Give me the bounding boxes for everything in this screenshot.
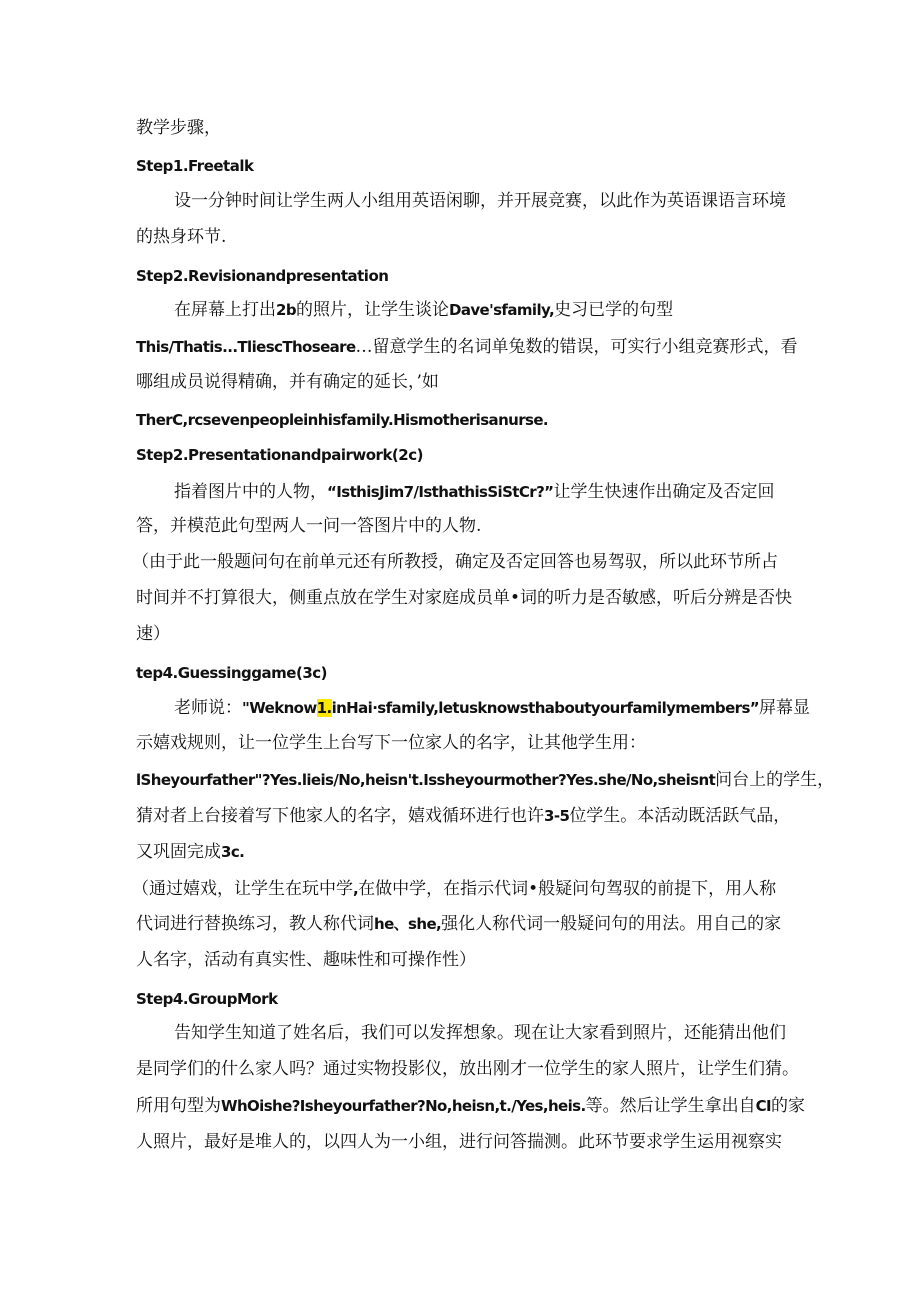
step4-paragraph-line xyxy=(136,840,244,864)
text-run: 问台上的学生， xyxy=(715,770,835,790)
step2b-paragraph-line: 答，并模范此句型两人一问一答图片中的人物. xyxy=(136,516,482,536)
text-run: 强化人称代词一般疑问句的用法。用自己的家 xyxy=(441,914,782,934)
step1-paragraph-line: 的热身环节. xyxy=(136,227,227,247)
text-run: 等。然后让学生拿出自 xyxy=(585,1096,756,1116)
english-run: “IsthisJim7/IsthathisSiStCr?” xyxy=(327,483,554,501)
english-run: This/Thatis...TliescThoseare xyxy=(136,338,356,356)
step2-heading: Step2.Revisionandpresentation xyxy=(136,267,389,285)
text-run: 又巩固完成 xyxy=(136,842,221,862)
step4-note-line xyxy=(132,877,776,901)
step1-paragraph-line: 设一分钟时间让学生两人小组用英语闲聊，并开展竞赛，以此作为英语课语言环境 xyxy=(174,191,786,211)
step5-paragraph-line xyxy=(136,1094,805,1118)
text-run: 屏幕显 xyxy=(759,698,811,718)
step5-paragraph-line: 是同学们的什么家人吗？通过实物投影仪，放出刚才一位学生的家人照片，让学生们猜。 xyxy=(136,1059,799,1079)
step2b-heading: Step2.Presentationandpairwork(2c) xyxy=(136,446,423,464)
text-run: …留意学生的名词单兔数的错误，可实行小组竞赛形式，看 xyxy=(355,337,798,357)
highlighted-text: 1. xyxy=(316,699,332,717)
english-run: WhOishe?Isheyourfather?No,heisn,t./Yes,heis. xyxy=(221,1097,586,1115)
text-run: 老师说： xyxy=(174,698,242,718)
text-run: 指着图片中的人物， xyxy=(174,482,327,502)
english-run: "Weknow xyxy=(242,699,317,717)
step2b-note-line: 时间并不打算很大，侧重点放在学生对家庭成员单•词的听力是否敏感，听后分辨是否快 xyxy=(136,588,793,608)
english-run: he、she, xyxy=(374,915,442,933)
text-run: 的家 xyxy=(771,1096,805,1116)
text-run: 代词进行替换练习，教人称代词 xyxy=(136,914,374,934)
english-run: Dave'sfamily, xyxy=(448,301,555,319)
text-run: 让学生快速作出确定及否定回 xyxy=(553,482,775,502)
step4-paragraph-line: 示嬉戏规则，让一位学生上台写下一位家人的名字，让其他学生用： xyxy=(136,733,646,753)
step4-note-line: 人名字，活动有真实性、趣味性和可操作性） xyxy=(136,950,476,970)
intro-text: 教学步骤， xyxy=(136,118,221,138)
step2-paragraph-line: 哪组成员说得精确，并有确定的延长，’如 xyxy=(136,372,439,392)
text-run: 所用句型为 xyxy=(136,1096,221,1116)
text-run: 的照片，让学生谈论 xyxy=(295,300,449,320)
step2-example-sentence: TherC,rcsevenpeopleinhisfamily.Hismotherisanurse. xyxy=(136,411,549,429)
english-run: 3c. xyxy=(221,843,245,861)
step4-heading: tep4.Guessinggame(3c) xyxy=(136,664,327,682)
step2b-note-line: （由于此一般题问句在前单元还有所教授，确定及否定回答也易驾驭，所以此环节所占 xyxy=(132,552,778,572)
step4-note-line xyxy=(136,912,781,936)
step2b-paragraph-line xyxy=(174,480,774,504)
text-run: （通过嬉戏，让学生在玩中学 xyxy=(132,879,353,899)
step2b-note-line: 速） xyxy=(136,624,170,644)
text-run: 在屏幕上打出 xyxy=(174,300,276,320)
english-run: inHai·sfamily,letusknowsthaboutyourfamilymembers” xyxy=(331,699,760,717)
text-run: 位学生。本活动既活跃气品， xyxy=(569,806,791,826)
step2-paragraph-line xyxy=(174,298,673,322)
step1-heading: Step1.Freetalk xyxy=(136,157,254,175)
english-run: 2b xyxy=(276,301,296,319)
step4-paragraph-line xyxy=(174,696,810,720)
step5-heading: Step4.GroupMork xyxy=(136,990,278,1008)
english-run: , xyxy=(353,880,359,898)
text-run: 在做中学，在指示代词•般疑问句驾驭的前提下，用人称 xyxy=(358,879,777,899)
step5-paragraph-line: 人照片，最好是堆人的，以四人为一小组，进行问答揣测。此环节要求学生运用视察实 xyxy=(136,1132,782,1152)
english-run: CI xyxy=(755,1097,771,1115)
text-run: 史习已学的句型 xyxy=(554,300,674,320)
step4-paragraph-line xyxy=(136,804,790,828)
english-run: 3-5 xyxy=(544,807,570,825)
text-run: 猜对者上台接着写下他家人的名字，嬉戏循环进行也许 xyxy=(136,806,544,826)
english-run: lSheyourfather"?Yes.lieis/No,heisn't.Issheyourmother?Yes.she/No,sheisnt xyxy=(136,771,716,789)
step4-paragraph-line xyxy=(136,768,834,792)
step2-paragraph-line xyxy=(136,335,798,359)
step5-paragraph-line: 告知学生知道了姓名后，我们可以发挥想象。现在让大家看到照片，还能猜出他们 xyxy=(174,1023,786,1043)
